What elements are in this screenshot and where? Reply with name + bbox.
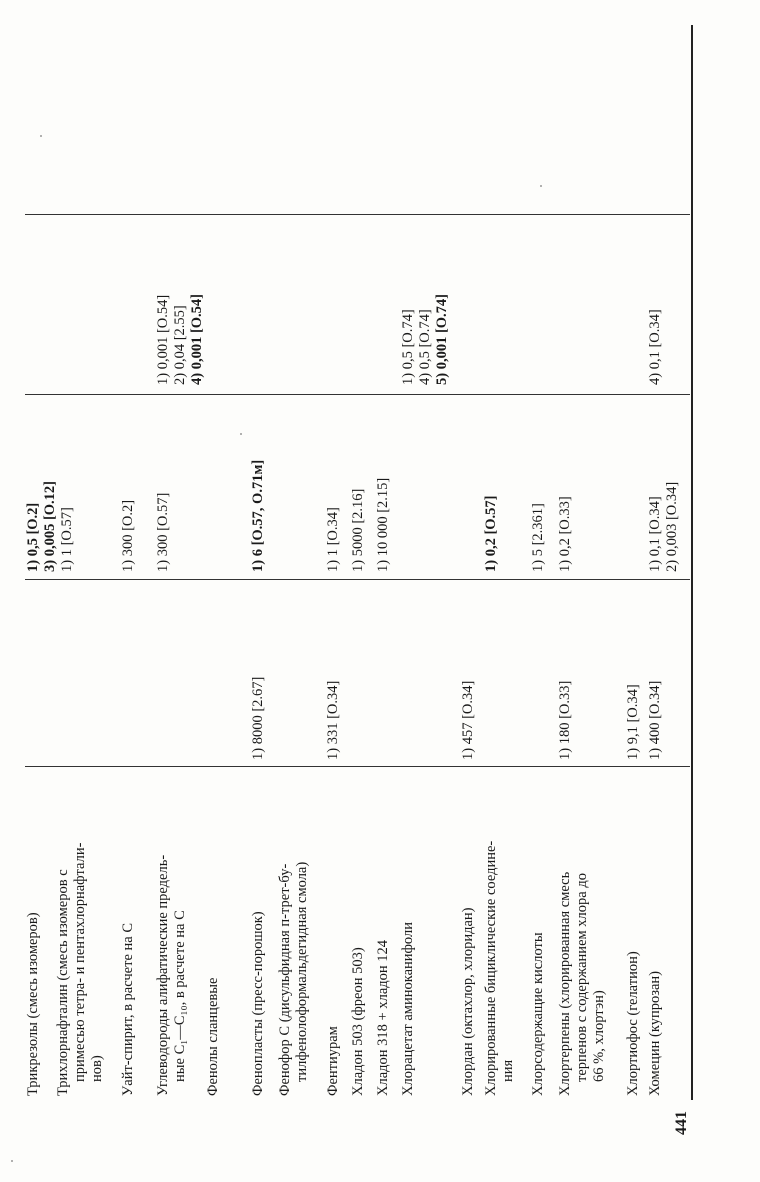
- substance-name: [483, 778, 517, 1096]
- value-cell-c2: [250, 402, 267, 572]
- scan-speck: [240, 433, 242, 435]
- column-divider: [25, 394, 690, 395]
- substance-name-line: Хлорсодержащие кислоты: [530, 932, 546, 1096]
- substance-name-line: Хлорацетат аминоканифоли: [400, 922, 416, 1096]
- value-cell-c2: [25, 402, 76, 572]
- substance-name-line: Хладон 318 + хладон 124: [375, 939, 391, 1096]
- value-line: 1) 0,5 [O.74]: [400, 309, 416, 385]
- value-line: 1) 6 [O.57, O.71м]: [250, 459, 266, 572]
- value-cell-c2: [647, 402, 681, 572]
- value-cell-c3: [400, 215, 451, 385]
- value-line: 1) 400 [O.34]: [647, 680, 663, 760]
- value-cell-c1: [250, 590, 267, 760]
- value-line: 2) 0,003 [O.34]: [664, 481, 680, 572]
- substance-name-line: нов): [89, 1055, 105, 1082]
- substance-name: [277, 778, 311, 1096]
- value-line: 1) 1 [O.57]: [59, 507, 75, 572]
- value-line: 1) 5 [2.361]: [530, 503, 546, 572]
- substance-name: [530, 778, 547, 1096]
- substance-name-line: Трикрезолы (смесь изомеров): [25, 912, 41, 1096]
- substance-name-line: Хлортиофос (гелатион): [625, 951, 641, 1096]
- value-cell-c2: [350, 402, 367, 572]
- value-line: 1) 180 [O.33]: [557, 680, 573, 760]
- scan-speck: [11, 1160, 13, 1162]
- substance-name-line: Фенофор С (дисульфидная п-трет-бу-: [277, 863, 293, 1096]
- substance-name: [25, 778, 42, 1096]
- value-cell-c2: [325, 402, 342, 572]
- substance-name: [375, 778, 392, 1096]
- substance-name-line: примесью тетра- и пентахлорнафтали-: [72, 842, 88, 1082]
- value-line: 1) 0,001 [O.54]: [155, 294, 171, 385]
- value-line: 1) 1 [O.34]: [325, 507, 341, 572]
- substance-name-line: Хомецин (купрозан): [647, 971, 663, 1096]
- substance-name: [155, 778, 189, 1096]
- substance-name: [647, 778, 664, 1096]
- substance-name: [55, 778, 106, 1096]
- value-cell-c2: [375, 402, 392, 572]
- value-line: 1) 0,2 [O.33]: [557, 496, 573, 572]
- scan-speck: [40, 135, 42, 137]
- substance-name-line: 66 %, хлортэн): [591, 990, 607, 1082]
- column-divider: [25, 579, 690, 580]
- value-cell-c1: [557, 590, 574, 760]
- value-line: 1) 0,2 [O.57]: [483, 495, 499, 572]
- table-bottom-rule: [691, 25, 693, 1100]
- substance-name: [625, 778, 642, 1096]
- substance-name-line: Фентиурам: [325, 1026, 341, 1096]
- substance-name: [400, 778, 417, 1096]
- value-cell-c1: [460, 590, 477, 760]
- substance-name-line: Хлорированные бициклические соедине-: [483, 840, 499, 1096]
- value-line: 5) 0,001 [O.74]: [434, 293, 450, 385]
- value-cell-c2: [483, 402, 500, 572]
- value-line: 4) 0,1 [O.34]: [647, 309, 663, 385]
- substance-name-line: Хлортерпены (хлорированная смесь: [557, 871, 573, 1096]
- substance-name-line: Хладон 503 (фреон 503): [350, 947, 366, 1096]
- value-cell-c1: [647, 590, 664, 760]
- value-cell-c2: [557, 402, 574, 572]
- value-line: 1) 300 [O.2]: [120, 499, 136, 572]
- value-line: 1) 0,5 [O.2]: [25, 502, 41, 572]
- value-cell-c2: [155, 402, 172, 572]
- substance-name-line: Трихлорнафталин (смесь изомеров с: [55, 869, 71, 1096]
- substance-name: [120, 778, 137, 1096]
- substance-name-line: Фенолы сланцевые: [205, 977, 221, 1096]
- substance-name-line: тилфенолоформальдегидная смола): [294, 861, 310, 1082]
- value-cell-c3: [647, 215, 664, 385]
- value-line: 1) 9,1 [O.34]: [625, 684, 641, 760]
- value-line: 1) 300 [O.57]: [155, 492, 171, 572]
- substance-name: [350, 778, 367, 1096]
- substance-name-line: Уайт-спирит, в расчете на С: [120, 922, 136, 1096]
- value-cell-c2: [530, 402, 547, 572]
- value-cell-c2: [120, 402, 137, 572]
- value-line: 1) 10 000 [2.15]: [375, 477, 391, 572]
- substance-name-line: Углеводороды алифатические предель-: [155, 854, 171, 1096]
- substance-name-line: Хлордан (октахлор, хлоридан): [460, 907, 476, 1096]
- value-line: 1) 457 [O.34]: [460, 680, 476, 760]
- scan-speck: [540, 185, 542, 187]
- substance-name: [557, 778, 608, 1096]
- page-number: 441: [673, 1111, 690, 1135]
- value-line: 3) 0,005 [O.12]: [42, 480, 58, 572]
- substance-name: [460, 778, 477, 1096]
- value-cell-c3: [155, 215, 206, 385]
- value-line: 1) 0,1 [O.34]: [647, 496, 663, 572]
- value-cell-c1: [625, 590, 642, 760]
- substance-name: [250, 778, 267, 1096]
- substance-name-line: Фенопласты (пресс-порошок): [250, 911, 266, 1096]
- substance-name: [205, 778, 222, 1096]
- substance-name: [325, 778, 342, 1096]
- value-line: 1) 8000 [2.67]: [250, 676, 266, 760]
- substance-name-line: ния: [500, 1059, 516, 1082]
- column-divider: [25, 766, 690, 767]
- value-line: 1) 5000 [2.16]: [350, 488, 366, 572]
- substance-name-line: терпенов с содержанием хлора до: [574, 873, 590, 1082]
- value-line: 2) 0,04 [2.55]: [172, 305, 188, 385]
- value-line: 1) 331 [O.34]: [325, 680, 341, 760]
- value-cell-c1: [325, 590, 342, 760]
- substance-name-line: ные C₁—C₁₀, в расчете на С: [172, 910, 188, 1082]
- substance-table: [25, 40, 690, 1100]
- value-line: 4) 0,5 [O.74]: [417, 309, 433, 385]
- value-line: 4) 0,001 [O.54]: [189, 293, 205, 385]
- column-divider: [25, 214, 690, 215]
